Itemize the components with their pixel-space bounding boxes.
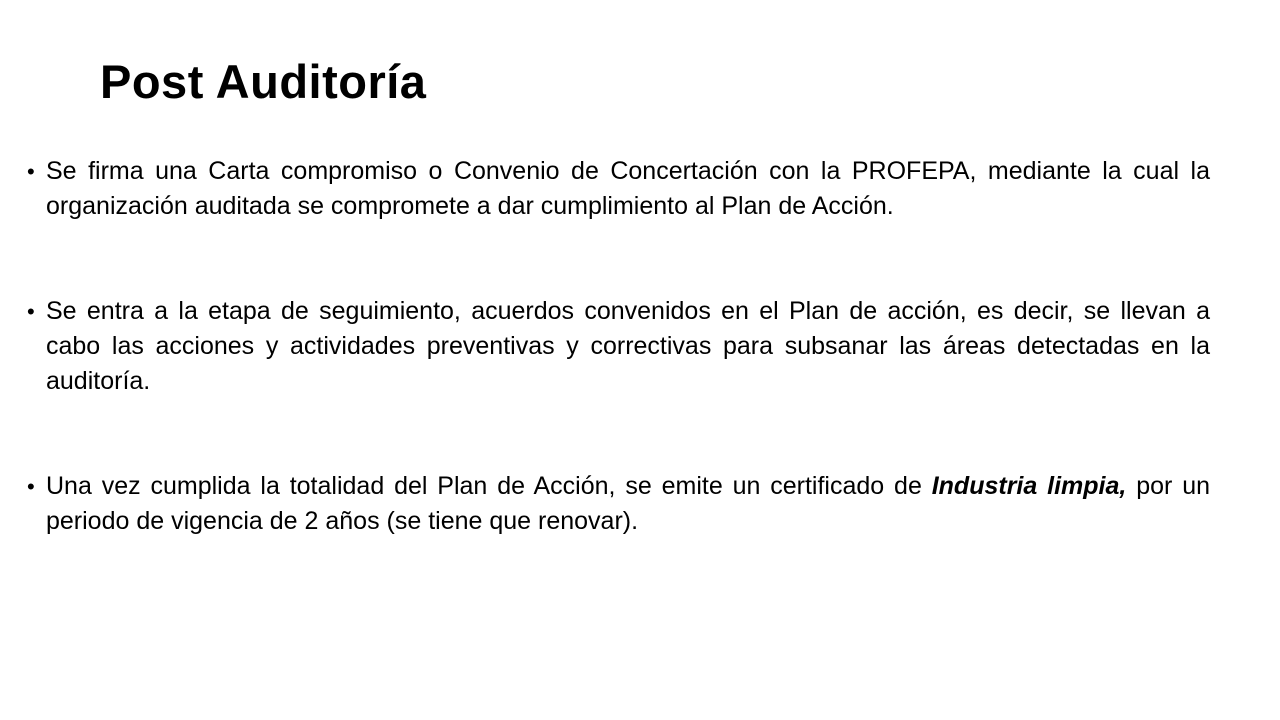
bullet-icon: • [27, 159, 35, 184]
bullet-icon: • [27, 299, 35, 324]
slide-title: Post Auditoría [100, 55, 427, 108]
bullet-item-certificado [27, 469, 1211, 539]
bullet-text-after: por un periodo de vigencia de 2 años (se tiene que renovar). [46, 472, 1211, 535]
bullet-text-before: Una vez cumplida la totalidad del Plan de Acción, se emite un certificado de [46, 472, 932, 500]
bullet-text-emphasis: Industria limpia, [931, 472, 1127, 500]
bullet-text: Se entra a la etapa de seguimiento, acuerdos convenidos en el Plan de acción, es decir, se llevan a cabo las acciones y actividades preventivas y correctivas para subsanar las áreas detectadas en la auditoría. [46, 297, 1210, 395]
bullet-text: Se firma una Carta compromiso o Convenio de Concertación con la PROFEPA, mediante la cual la organización auditada se compromete a dar cumplimiento al Plan de Acción. [46, 157, 1210, 220]
bullet-list [27, 154, 1211, 539]
bullet-icon: • [27, 474, 35, 499]
bullet-item-seguimiento [27, 294, 1210, 399]
bullet-item-carta-compromiso [27, 154, 1210, 224]
